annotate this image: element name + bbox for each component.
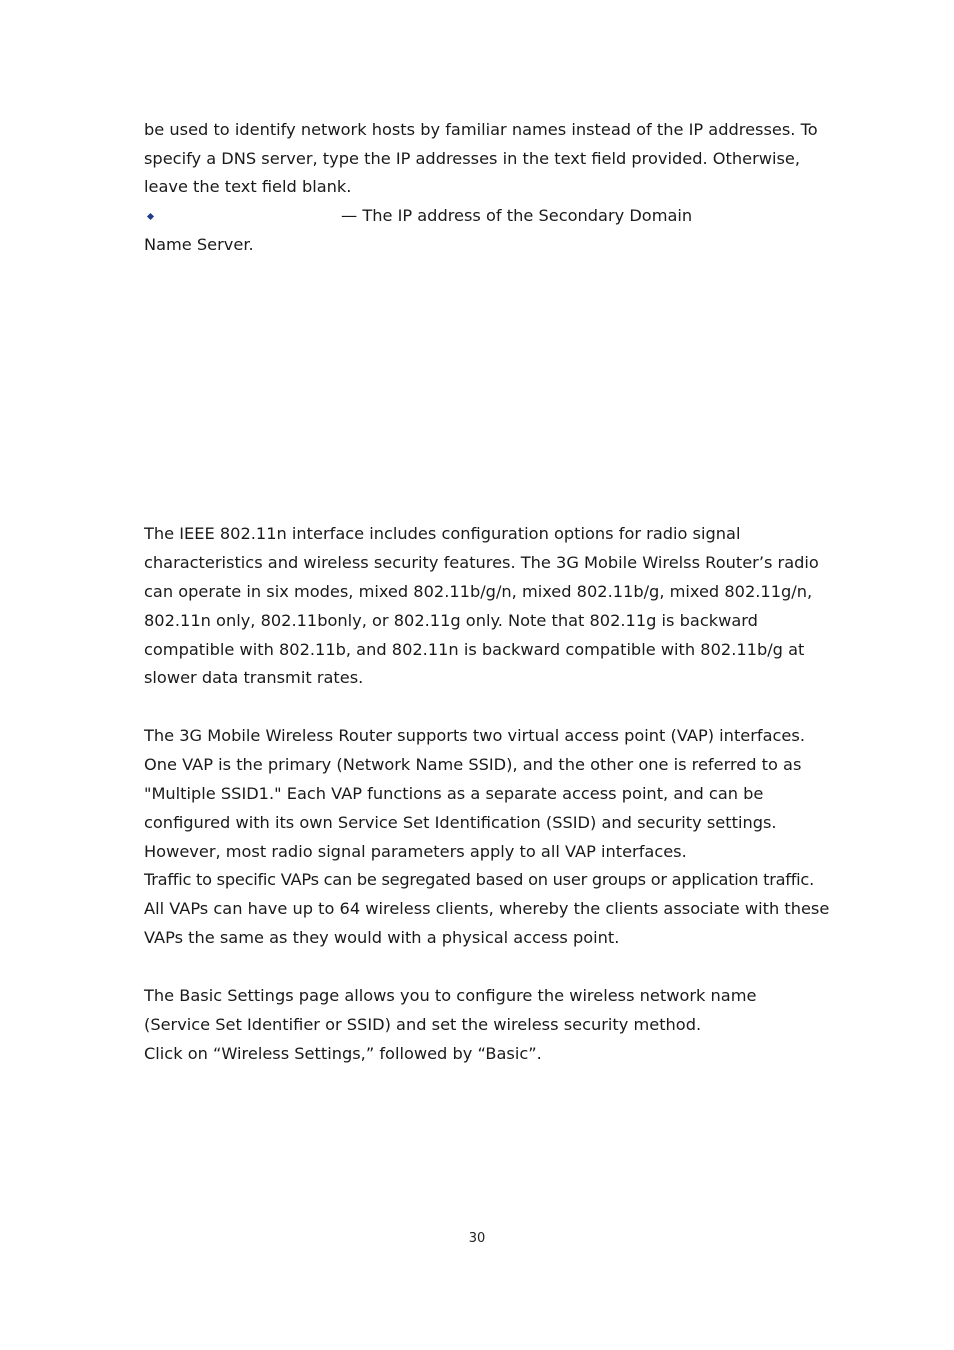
text-line: The Basic Settings page allows you to configure the wireless network name (144, 986, 757, 1005)
text-line: VAPs the same as they would with a physical access point. (144, 928, 620, 947)
text-line: The 3G Mobile Wireless Router supports two virtual access point (VAP) interfaces. (144, 726, 805, 745)
text-line: leave the text field blank. (144, 177, 352, 196)
text-line: "Multiple SSID1." Each VAP functions as a separate access point, and can be (144, 784, 764, 803)
text-line: characteristics and wireless security features. The 3G Mobile Wirelss Router’s radio (144, 553, 819, 572)
text-line: 802.11n only, 802.11bonly, or 802.11g only. Note that 802.11g is backward (144, 611, 758, 630)
text-line: Click on “Wireless Settings,” followed by “Basic”. (144, 1044, 542, 1063)
secondary-dns-continuation: Name Server. (144, 235, 254, 254)
text-line: slower data transmit rates. (144, 668, 364, 687)
text-line: specify a DNS server, type the IP addresses in the text field provided. Otherwise, (144, 149, 801, 168)
text-line: One VAP is the primary (Network Name SSID), and the other one is referred to as (144, 755, 802, 774)
diamond-bullet-icon (144, 206, 156, 226)
text-line: configured with its own Service Set Identification (SSID) and security settings. (144, 813, 777, 832)
page-number: 30 (468, 1231, 486, 1246)
secondary-dns-description: — The IP address of the Secondary Domain (341, 206, 693, 225)
text-line: be used to identify network hosts by familiar names instead of the IP addresses. To (144, 120, 818, 139)
text-line: (Service Set Identifier or SSID) and set the wireless security method. (144, 1015, 702, 1034)
text-line: Traffic to specific VAPs can be segregated based on user groups or application traffic. (144, 870, 814, 889)
text-line: All VAPs can have up to 64 wireless clients, whereby the clients associate with these (144, 899, 830, 918)
text-line: can operate in six modes, mixed 802.11b/g/n, mixed 802.11b/g, mixed 802.11g/n, (144, 582, 813, 601)
text-line: However, most radio signal parameters apply to all VAP interfaces. (144, 842, 687, 861)
text-line: compatible with 802.11b, and 802.11n is backward compatible with 802.11b/g at (144, 640, 805, 659)
text-line: The IEEE 802.11n interface includes configuration options for radio signal (144, 524, 741, 543)
